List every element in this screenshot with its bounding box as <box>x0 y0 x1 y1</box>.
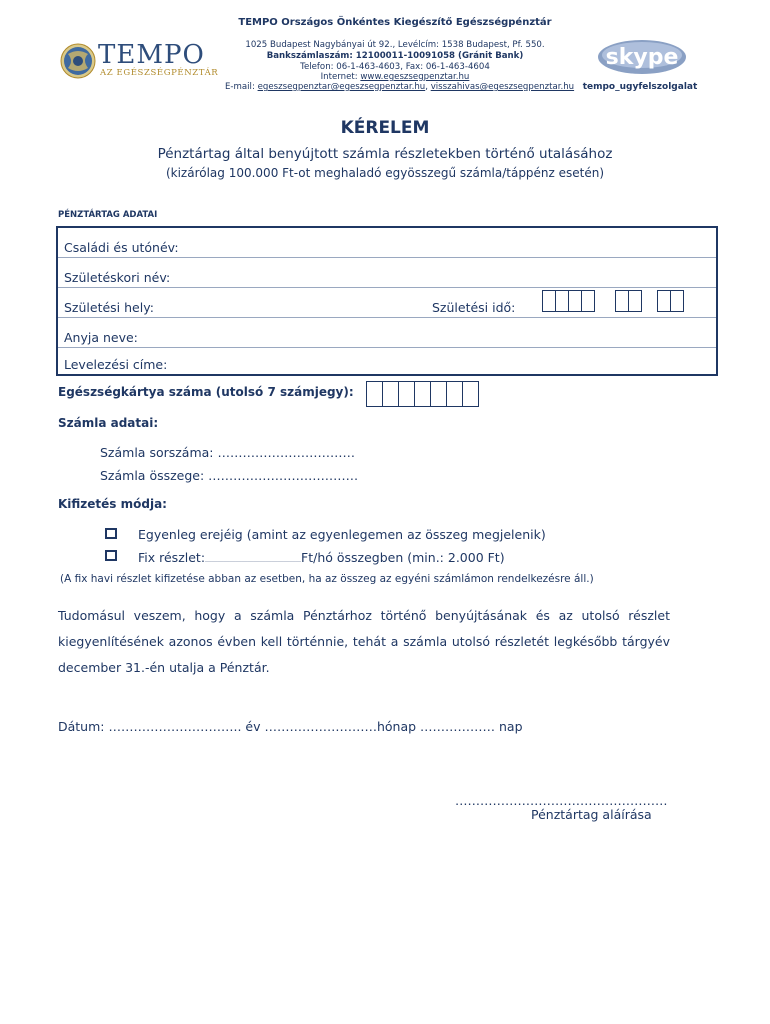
option-fixed-suffix: Ft/hó összegben (min.: 2.000 Ft) <box>301 550 505 565</box>
org-address: 1025 Budapest Nagybányai út 92., Levélcím: 1538 Budapest, Pf. 550. <box>245 40 545 50</box>
address-field[interactable] <box>58 348 716 374</box>
member-data-box <box>56 226 718 376</box>
digit-box[interactable] <box>382 381 399 407</box>
internet-label: Internet: <box>320 72 361 82</box>
birth-place-field[interactable] <box>58 288 716 318</box>
name-field[interactable] <box>58 228 716 258</box>
bill-amount-field[interactable]: Számla összege: ……………………………… <box>100 468 359 483</box>
email-link-main[interactable]: egeszsegpenztar@egeszsegpenztar.hu <box>257 82 426 92</box>
internet-line <box>225 72 565 82</box>
digit-box[interactable] <box>670 290 684 312</box>
health-card-label: Egészségkártya száma (utolsó 7 számjegy): <box>58 385 354 399</box>
page-subtitle: Pénztártag által benyújtott számla részletekben történő utalásához <box>157 146 613 162</box>
digit-box[interactable] <box>542 290 556 312</box>
option-balance-checkbox[interactable] <box>105 528 117 539</box>
digit-box[interactable] <box>414 381 431 407</box>
birth-year-boxes[interactable] <box>543 290 595 312</box>
bill-serial-field[interactable]: Számla sorszáma: …………………………… <box>100 445 355 460</box>
bill-section-label: Számla adatai: <box>58 416 159 430</box>
address-label: Levelezési címe: <box>64 357 168 372</box>
digit-box[interactable] <box>462 381 479 407</box>
date-line[interactable]: Dátum: ………………………….. év ………………………hónap ……………… nap <box>58 719 523 734</box>
mother-name-label: Anyja neve: <box>64 330 138 345</box>
digit-box[interactable] <box>446 381 463 407</box>
option-fixed-label: Fix részlet: <box>138 550 206 565</box>
logo-text: TEMPO <box>98 40 205 70</box>
name-label: Családi és utónév: <box>64 240 179 255</box>
health-card-boxes[interactable] <box>367 381 479 407</box>
birth-name-label: Születéskori név: <box>64 270 171 285</box>
digit-box[interactable] <box>366 381 383 407</box>
member-section-label: PÉNZTÁRTAG ADATAI <box>58 210 158 220</box>
digit-box[interactable] <box>628 290 642 312</box>
acknowledgement-text: Tudomásul veszem, hogy a számla Pénztárhoz történő benyújtásának és az utolsó részlet kiegyenlítésének azonos évben kell történnie, tehát a számla utolsó részletét legkésőbb tárgyév december 31.-én utalja a Pénztár. <box>58 608 670 675</box>
page-subtitle-note: (kizárólag 100.000 Ft-ot meghaladó egyösszegű számla/táppénz esetén) <box>165 166 605 180</box>
skype-id: tempo_ugyfelszolgalat <box>582 82 698 92</box>
email-separator: , <box>425 82 431 92</box>
signature-label: Pénztártag aláírása <box>531 807 652 822</box>
email-link-callback[interactable]: visszahivas@egeszsegpenztar.hu <box>430 82 575 92</box>
fixed-amount-field[interactable]: ………………………………………… <box>205 557 302 564</box>
phone-fax: Telefon: 06-1-463-4603, Fax: 06-1-463-4604 <box>300 62 490 72</box>
option-fixed-checkbox[interactable] <box>105 550 117 561</box>
digit-box[interactable] <box>581 290 595 312</box>
digit-box[interactable] <box>568 290 582 312</box>
payment-note: (A fix havi részlet kifizetése abban az esetben, ha az összeg az egyéni számlámon rendelkezésre áll.) <box>60 573 594 585</box>
digit-box[interactable] <box>555 290 569 312</box>
page-title: KÉRELEM <box>340 118 430 138</box>
digit-box[interactable] <box>615 290 629 312</box>
birth-name-field[interactable] <box>58 258 716 288</box>
mother-name-field[interactable] <box>58 318 716 348</box>
logo-subtext: AZ EGÉSZSÉGPÉNZTÁR <box>100 68 219 78</box>
payment-section-label: Kifizetés módja: <box>58 497 167 511</box>
org-name: TEMPO Országos Önkéntes Kiegészítő Egészségpénztár <box>238 17 552 28</box>
birth-place-label: Születési hely: <box>64 300 154 315</box>
skype-logo-text: skype <box>605 45 679 70</box>
bank-account: Bankszámlaszám: 12100011-10091058 (Gránit Bank) <box>266 51 524 61</box>
option-fixed-line <box>138 550 505 565</box>
skype-logo-icon <box>596 37 688 77</box>
email-line <box>225 82 575 92</box>
digit-box[interactable] <box>398 381 415 407</box>
digit-box[interactable] <box>430 381 447 407</box>
birth-day-boxes[interactable] <box>658 290 684 312</box>
email-label: E-mail: <box>225 82 258 92</box>
digit-box[interactable] <box>657 290 671 312</box>
option-balance-label: Egyenleg erejéig (amint az egyenlegemen az összeg megjelenik) <box>138 527 546 542</box>
website-link[interactable]: www.egeszsegpenztar.hu <box>360 72 470 82</box>
signature-line[interactable]: …………………………………………… <box>455 793 668 808</box>
birth-month-boxes[interactable] <box>616 290 642 312</box>
birth-date-label: Születési idő: <box>432 300 516 315</box>
